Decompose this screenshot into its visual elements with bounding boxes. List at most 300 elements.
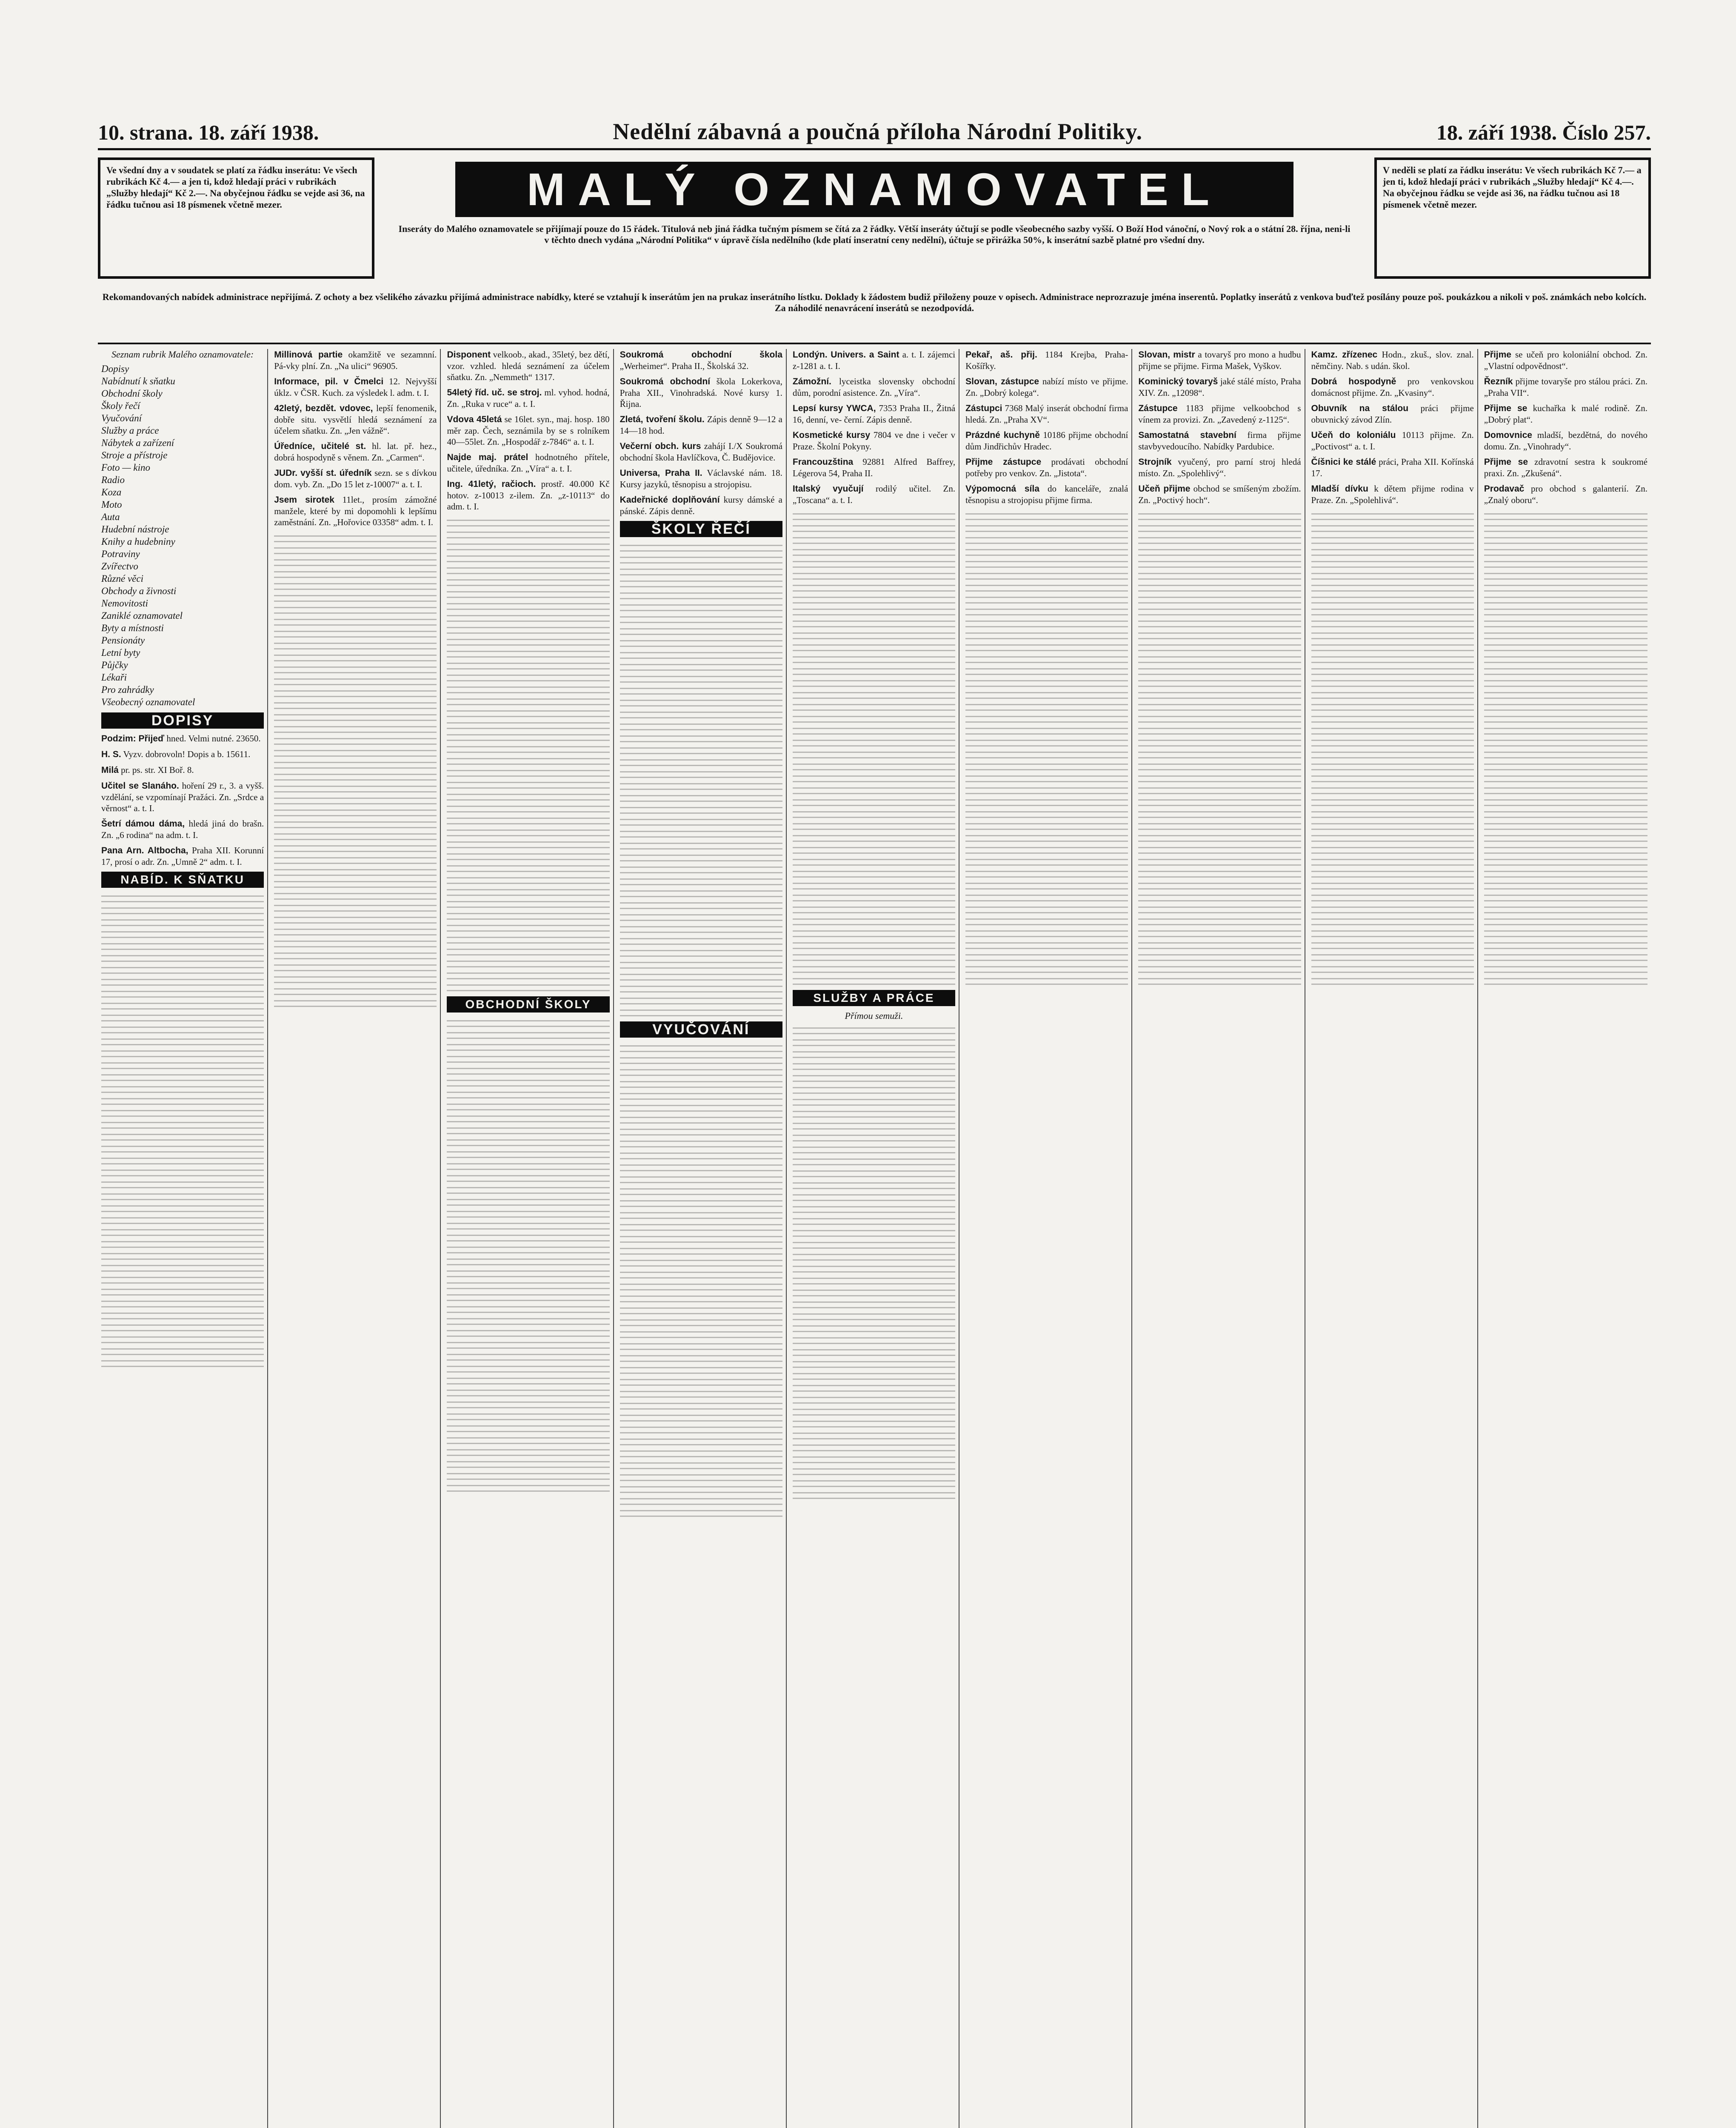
small-print-lines — [620, 1376, 782, 1387]
small-print-lines — [620, 839, 782, 850]
small-print-lines — [965, 712, 1128, 724]
small-print-lines — [620, 613, 782, 624]
small-print-lines — [1311, 581, 1474, 592]
small-print-lines — [1138, 593, 1301, 604]
ad-body: hned. Velmi nutné. 23650. — [164, 733, 261, 744]
ad-heading: Večerní obch. kurs — [620, 441, 701, 451]
small-print-lines — [620, 1042, 782, 1053]
small-print-lines — [620, 1101, 782, 1113]
header-center: Nedělní zábavná a poučná příloha Národní Politiky. — [613, 119, 1142, 144]
small-print-lines — [1484, 522, 1647, 533]
small-print-lines — [447, 719, 609, 730]
classified-ad — [793, 376, 955, 398]
small-print-lines — [1138, 641, 1301, 652]
index-item: Všeobecný oznamovatel — [101, 697, 195, 707]
small-print-lines — [793, 534, 955, 545]
small-print-lines — [101, 1273, 264, 1284]
small-print-lines — [1484, 546, 1647, 557]
small-print-lines — [620, 875, 782, 886]
ad-heading: Obuvník na stálou — [1311, 403, 1409, 413]
small-print-lines — [1138, 927, 1301, 938]
index-item: Služby a práce — [101, 425, 159, 436]
small-print-lines — [793, 760, 955, 771]
classified-ad — [274, 376, 437, 398]
small-print-lines — [1138, 522, 1301, 533]
small-print-lines — [1484, 689, 1647, 700]
small-print-lines — [620, 1090, 782, 1101]
small-print-lines — [793, 1024, 955, 1035]
small-print-lines — [965, 617, 1128, 628]
small-print-lines — [447, 671, 609, 682]
small-print-lines — [1311, 927, 1474, 938]
small-print-lines — [274, 592, 437, 603]
small-print-lines — [1138, 784, 1301, 795]
small-print-lines — [1311, 593, 1474, 604]
small-print-lines — [965, 927, 1128, 938]
index-item: Moto — [101, 499, 122, 510]
small-print-lines — [965, 784, 1128, 795]
small-print-lines — [793, 724, 955, 735]
ad-heading: Najde maj. prátel — [447, 452, 528, 462]
small-print-lines — [620, 815, 782, 827]
small-print-lines — [1311, 701, 1474, 712]
small-print-lines — [965, 701, 1128, 712]
small-print-lines — [793, 1453, 955, 1464]
small-print-lines — [447, 1350, 609, 1361]
small-print-lines — [447, 767, 609, 778]
ad-heading: Zástupci — [965, 403, 1002, 413]
small-print-lines — [965, 629, 1128, 640]
classified-ad — [1138, 483, 1301, 506]
ad-body: ml. vyhod. hodná, Zn. „Ruka v ruce“ a. t. I. — [447, 387, 610, 409]
small-print-lines — [793, 701, 955, 712]
small-print-lines — [447, 838, 609, 849]
small-print-lines — [274, 747, 437, 758]
index-item: Dopisy — [101, 363, 129, 374]
small-print-lines — [447, 1029, 609, 1040]
small-print-lines — [1138, 724, 1301, 735]
small-print-lines — [620, 1340, 782, 1351]
ad-heading: Učeň do koloniálu — [1311, 430, 1396, 440]
ad-body: se 16let. syn., maj. hosp. 180 měr zap. Čech, seznámila by se s rolníkem 40—55let. Zn. „Hospodář z-7846“ a. t. I. — [447, 414, 610, 447]
small-print-lines — [793, 1084, 955, 1095]
small-print-lines — [101, 928, 264, 939]
small-print-lines — [447, 612, 609, 623]
small-print-lines — [793, 1322, 955, 1333]
small-print-lines — [620, 1244, 782, 1256]
small-print-lines — [1311, 736, 1474, 747]
ad-heading: Přijme — [1484, 350, 1511, 360]
classified-ad — [1484, 376, 1647, 398]
small-print-lines — [793, 510, 955, 521]
ad-body: lepší fenomenik, dobře situ. vysvětlí hledá seznámení za účelem sňatku. Zn. „Jen vážně“. — [274, 403, 437, 436]
small-print-lines — [965, 522, 1128, 533]
ad-heading: Domovnice — [1484, 430, 1532, 440]
small-print-lines — [274, 532, 437, 543]
classified-ad — [274, 494, 437, 528]
small-print-lines — [447, 1088, 609, 1099]
classified-ad — [793, 349, 955, 372]
index-item: Radio — [101, 475, 125, 485]
small-print-lines — [965, 760, 1128, 771]
title-band — [98, 157, 1651, 289]
small-print-lines — [1138, 689, 1301, 700]
ad-heading: Ing. 41letý, račioch. — [447, 479, 536, 489]
small-print-lines — [1311, 891, 1474, 902]
ad-heading: Výpomocná síla — [965, 484, 1039, 494]
ad-heading: Samostatná stavební — [1138, 430, 1236, 440]
ad-heading: Lepsí kursy YWCA, — [792, 403, 876, 413]
small-print-lines — [447, 910, 609, 921]
small-print-lines — [793, 975, 955, 986]
ad-heading: Strojník — [1138, 457, 1172, 467]
small-print-lines — [1311, 653, 1474, 664]
ad-heading: Učitel se Slanáho. — [101, 781, 179, 791]
masthead-title: MALÝ OZNAMOVATEL — [455, 162, 1293, 217]
small-print-lines — [793, 1203, 955, 1214]
ad-body: „Werheimer“. Praha II., Školská 32. — [620, 361, 749, 371]
small-print-lines — [1484, 975, 1647, 986]
classified-ad — [965, 456, 1128, 479]
ad-body: pr. ps. str. XI Boř. 8. — [118, 765, 194, 775]
ad-body: zahájí I./X Soukromá obchodní škola Havlíčkova, Č. Budějovice. — [620, 441, 782, 463]
small-print-lines — [447, 1184, 609, 1195]
small-print-lines — [965, 903, 1128, 914]
small-print-lines — [1311, 748, 1474, 759]
small-print-lines — [965, 593, 1128, 604]
small-print-lines — [793, 903, 955, 914]
small-print-lines — [101, 1226, 264, 1237]
small-print-lines — [274, 806, 437, 817]
small-print-lines — [1311, 546, 1474, 557]
small-print-lines — [620, 863, 782, 874]
small-print-lines — [1484, 581, 1647, 592]
small-print-lines — [620, 994, 782, 1005]
index-item: Školy řečí — [101, 400, 140, 411]
small-print-lines — [447, 552, 609, 563]
small-print-lines — [620, 1280, 782, 1291]
small-print-lines — [1484, 593, 1647, 604]
small-print-lines — [1138, 677, 1301, 688]
ad-body: sezn. se s dívkou dom. vyb. Zn. „Do 15 let z-10007“ a. t. I. — [274, 468, 437, 489]
small-print-lines — [447, 1267, 609, 1278]
small-print-lines — [1484, 879, 1647, 890]
ad-body: Praha XII. Korunní 17, prosí o adr. Zn. „Umně 2“ adm. t. I. — [101, 845, 264, 867]
small-print-lines — [793, 867, 955, 878]
small-print-lines — [447, 1243, 609, 1254]
small-print-lines — [1311, 784, 1474, 795]
small-print-lines — [1484, 677, 1647, 688]
small-print-lines — [1484, 748, 1647, 759]
small-print-lines — [101, 1214, 264, 1225]
small-print-lines — [793, 1334, 955, 1345]
classified-ad — [620, 467, 782, 490]
small-print-lines — [447, 528, 609, 539]
small-print-lines — [101, 964, 264, 975]
ad-body: prostř. 40.000 Kč hotov. z-10013 z-ilem. Zn. „z-10113“ do adm. t. I. — [447, 479, 610, 512]
index-item: Stroje a přístroje — [101, 450, 168, 460]
small-print-lines — [1138, 558, 1301, 569]
small-print-lines — [793, 1131, 955, 1142]
small-print-lines — [620, 1316, 782, 1327]
small-print-lines — [620, 732, 782, 743]
small-print-lines — [620, 756, 782, 767]
small-print-lines — [447, 1041, 609, 1052]
small-print-lines — [447, 1017, 609, 1028]
small-print-lines — [1484, 784, 1647, 795]
filler-text — [965, 510, 1128, 986]
ad-heading: Přijme zástupce — [965, 457, 1042, 467]
small-print-lines — [1484, 832, 1647, 843]
classified-ad — [101, 845, 264, 867]
small-print-lines — [1311, 951, 1474, 962]
small-print-lines — [1484, 867, 1647, 878]
small-print-lines — [965, 677, 1128, 688]
small-print-lines — [620, 601, 782, 612]
small-print-lines — [447, 814, 609, 825]
small-print-lines — [620, 887, 782, 898]
small-print-lines — [1311, 641, 1474, 652]
small-print-lines — [1138, 879, 1301, 890]
classified-ad — [101, 818, 264, 841]
notice-left: Ve všední dny a v soudatek se platí za řádku inserátu: Ve všech rubrikách Kč 4.— a jen ti, kdož hledají práci v rubrikách „Služby hledají“ Kč 2.—. Na obyčejnou řádku se vejde asi 36, na řádku tučnou asi 18 písmenek včetně mezer. — [98, 157, 374, 279]
small-print-lines — [793, 569, 955, 581]
ad-body: 7804 ve dne i večer v Praze. Školní Pokyny. — [792, 430, 956, 452]
small-print-lines — [620, 1399, 782, 1410]
classified-ad — [447, 478, 609, 512]
small-print-lines — [1484, 963, 1647, 974]
index-item: Vyučování — [101, 413, 142, 423]
small-print-lines — [101, 1190, 264, 1201]
column-3 — [443, 349, 614, 2128]
small-print-lines — [793, 1155, 955, 1166]
small-print-lines — [620, 1507, 782, 1518]
index-item: Auta — [101, 512, 120, 522]
section-skoly-reci: ŠKOLY ŘEČÍ — [620, 521, 782, 537]
small-print-lines — [274, 985, 437, 996]
small-print-lines — [447, 1434, 609, 1445]
small-print-lines — [447, 1458, 609, 1469]
small-print-lines — [620, 661, 782, 672]
small-print-lines — [101, 1321, 264, 1332]
small-print-lines — [101, 892, 264, 903]
ad-heading: Francouzština — [792, 457, 854, 467]
index-item: Nábytek a zařízení — [101, 438, 174, 448]
small-print-lines — [1138, 510, 1301, 521]
ad-heading: Slovan, zástupce — [965, 377, 1039, 386]
small-print-lines — [620, 625, 782, 636]
small-print-lines — [1138, 915, 1301, 926]
small-print-lines — [1138, 736, 1301, 747]
small-print-lines — [620, 1411, 782, 1422]
ad-body: velkoob., akad., 35letý, bez dětí, vzor. vzhled. hledá seznámení za účelem sňatku. Zn. „Nemmeth“ 1317. — [447, 349, 610, 382]
classified-ad — [101, 764, 264, 776]
small-print-lines — [793, 1286, 955, 1297]
ad-heading: Vdova 45letá — [447, 415, 502, 424]
small-print-lines — [965, 724, 1128, 735]
small-print-lines — [620, 899, 782, 910]
small-print-lines — [620, 1149, 782, 1160]
small-print-lines — [620, 1256, 782, 1267]
small-print-lines — [274, 818, 437, 829]
small-print-lines — [965, 736, 1128, 747]
small-print-lines — [447, 1327, 609, 1338]
ad-body: do kanceláře, znalá těsnopisu a strojopisu přijme firma. — [965, 483, 1128, 505]
classified-ad — [1311, 483, 1474, 506]
small-print-lines — [1311, 939, 1474, 950]
small-print-lines — [620, 708, 782, 719]
small-print-lines — [965, 569, 1128, 581]
ad-body: práci, Praha XII. Kořínská 17. — [1311, 457, 1474, 478]
section-sluzby-sub: Přímou semuži. — [845, 1010, 903, 1021]
small-print-lines — [620, 565, 782, 576]
small-print-lines — [965, 975, 1128, 986]
small-print-lines — [1311, 855, 1474, 867]
ad-list — [793, 349, 955, 506]
small-print-lines — [620, 1137, 782, 1148]
classified-ad — [1484, 349, 1647, 372]
ad-body: jaké stálé místo, Praha XIV. Zn. „12098“. — [1138, 376, 1301, 398]
small-print-lines — [1138, 748, 1301, 759]
small-print-lines — [1311, 510, 1474, 521]
small-print-lines — [965, 844, 1128, 855]
small-print-lines — [447, 898, 609, 909]
small-print-lines — [1311, 963, 1474, 974]
filler-text — [793, 1024, 955, 1500]
small-print-lines — [274, 830, 437, 841]
ad-heading: Přijme se — [1484, 403, 1528, 413]
small-print-lines — [101, 1202, 264, 1213]
small-print-lines — [620, 1197, 782, 1208]
classified-ad — [1138, 429, 1301, 452]
small-print-lines — [965, 796, 1128, 807]
small-print-lines — [793, 748, 955, 759]
small-print-lines — [447, 1362, 609, 1373]
small-print-lines — [447, 981, 609, 992]
small-print-lines — [620, 1221, 782, 1232]
index-item: Koza — [101, 487, 122, 498]
small-print-lines — [101, 1357, 264, 1368]
small-print-lines — [620, 827, 782, 838]
classified-ad — [1311, 349, 1474, 372]
small-print-lines — [274, 961, 437, 972]
small-print-lines — [274, 758, 437, 769]
small-print-lines — [793, 641, 955, 652]
small-print-lines — [274, 711, 437, 722]
small-print-lines — [793, 1227, 955, 1238]
small-print-lines — [1484, 915, 1647, 926]
small-print-lines — [1484, 665, 1647, 676]
small-print-lines — [447, 647, 609, 658]
filler-text — [1138, 510, 1301, 986]
small-print-lines — [965, 689, 1128, 700]
small-print-lines — [1484, 558, 1647, 569]
small-print-lines — [620, 577, 782, 588]
small-print-lines — [1311, 772, 1474, 783]
small-print-lines — [447, 1303, 609, 1314]
small-print-lines — [620, 792, 782, 803]
small-print-lines — [793, 927, 955, 938]
classified-ad — [274, 440, 437, 463]
small-print-lines — [620, 1185, 782, 1196]
index-title: Seznam rubrik Malého oznamovatele: — [111, 349, 254, 360]
ad-heading: Přijme se — [1484, 457, 1528, 467]
classified-ad — [274, 467, 437, 490]
small-print-lines — [620, 1078, 782, 1089]
small-print-lines — [447, 1386, 609, 1397]
section-vyucovani: VYUČOVÁNÍ — [620, 1021, 782, 1038]
small-print-lines — [793, 772, 955, 783]
ad-body: hl. lat. př. hez., dobrá hospodyně s věnem. Zn. „Carmen“. — [274, 441, 437, 463]
small-print-lines — [793, 1370, 955, 1381]
ad-heading: Italský vyučují — [792, 484, 864, 494]
small-print-lines — [1138, 653, 1301, 664]
index-item: Pro zahrádky — [101, 684, 154, 695]
small-print-lines — [793, 581, 955, 592]
small-print-lines — [1138, 605, 1301, 616]
small-print-lines — [793, 1417, 955, 1428]
ad-body: prodávati obchodní potřeby pro venkov. Zn. „Jistota“. — [965, 457, 1128, 478]
small-print-lines — [620, 947, 782, 958]
recommendation-note: Rekomandovaných nabídek administrace nepřijímá. Z ochoty a bez všelikého závazku přijímá administrace nabídky, které se vztahují k inserátům jen na prukaz inserátního lístku. Doklady k žádostem budiž přiloženy pouze v opisech. Administrace neprozrazuje jména inserentů. Poplatky inserátů z venkova buďtež posílány pouze poš. poukázkou a nikoli v poš. známkách nebo kolcích. Za náhodilé nenavrácení inserátů se nezodpovídá. — [98, 292, 1651, 344]
small-print-lines — [447, 1398, 609, 1409]
filler-text — [447, 1017, 609, 1493]
ad-body: práci přijme obuvnický závod Zlín. — [1311, 403, 1474, 425]
small-print-lines — [447, 862, 609, 873]
small-print-lines — [1311, 808, 1474, 819]
small-print-lines — [1138, 581, 1301, 592]
small-print-lines — [620, 672, 782, 684]
small-print-lines — [1484, 820, 1647, 831]
small-print-lines — [1311, 689, 1474, 700]
small-print-lines — [1138, 546, 1301, 557]
small-print-lines — [793, 689, 955, 700]
small-print-lines — [965, 915, 1128, 926]
ad-body: 11let., prosím zámožné manžele, které by mi dopomohli k lepšímu zaměstnání. Zn. „Hořovice 03358“ adm. t. I. — [274, 495, 437, 527]
small-print-lines — [1138, 665, 1301, 676]
small-print-lines — [447, 1374, 609, 1385]
ad-body: mladší, bezdětná, do nového domu. Zn. „Vinohrady“. — [1484, 430, 1647, 452]
small-print-lines — [620, 720, 782, 731]
ad-list — [447, 349, 609, 512]
small-print-lines — [620, 982, 782, 993]
small-print-lines — [793, 1298, 955, 1309]
ad-heading: Disponent — [447, 350, 491, 360]
classified-ad — [793, 403, 955, 425]
small-print-lines — [101, 1095, 264, 1106]
classified-ad — [965, 429, 1128, 452]
small-print-lines — [965, 951, 1128, 962]
classified-ad — [620, 414, 782, 436]
column-6 — [962, 349, 1132, 2128]
ad-heading: Londýn. Univers. a Saint — [792, 350, 899, 360]
ad-heading: Jsem sirotek — [274, 495, 334, 505]
small-print-lines — [274, 937, 437, 948]
small-print-lines — [1311, 844, 1474, 855]
small-print-lines — [274, 925, 437, 936]
small-print-lines — [793, 1358, 955, 1369]
small-print-lines — [965, 546, 1128, 557]
small-print-lines — [620, 1006, 782, 1017]
small-print-lines — [620, 744, 782, 755]
small-print-lines — [447, 1112, 609, 1123]
small-print-lines — [274, 901, 437, 912]
small-print-lines — [620, 911, 782, 922]
classified-ad — [1484, 456, 1647, 479]
small-print-lines — [620, 1364, 782, 1375]
small-print-lines — [793, 1143, 955, 1154]
ad-heading: Milá — [101, 765, 119, 775]
